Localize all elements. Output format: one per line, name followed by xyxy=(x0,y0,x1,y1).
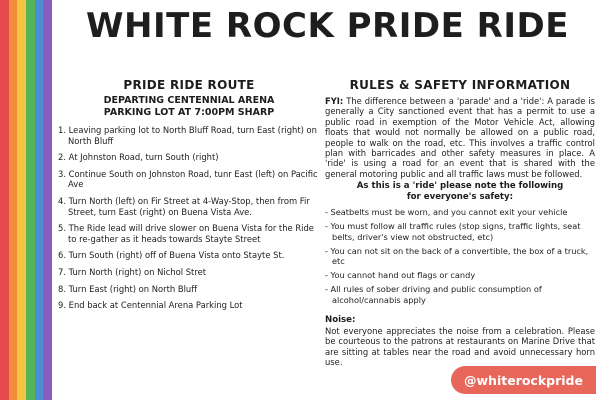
rules-section xyxy=(325,78,595,368)
route-subheading-line-1: DEPARTING CENTENNIAL ARENA xyxy=(103,95,275,106)
route-step: 7. Turn North (right) on Nichol Stret xyxy=(58,266,207,277)
route-step: 2. At Johnston Road, turn South (right) xyxy=(58,152,219,163)
stripe-yellow xyxy=(17,0,26,400)
stripe-green xyxy=(26,0,35,400)
stripe-orange xyxy=(9,0,18,400)
rules-note-line-1: As this is a 'ride' please note the following xyxy=(356,181,564,192)
rule-item: - You can not sit on the back of a convertible, the box of a truck, etc xyxy=(325,245,589,267)
route-step: 1. Leaving parking lot to North Bluff Road, turn East (right) on North Bluff xyxy=(58,125,317,146)
fyi-paragraph xyxy=(325,96,595,179)
rules-heading: RULES & SAFETY INFORMATION xyxy=(349,78,571,92)
page-title: WHITE ROCK PRIDE RIDE xyxy=(86,6,569,46)
route-step: 6. Turn South (right) off of Buena Vista onto Stayte St. xyxy=(58,250,285,261)
rules-list xyxy=(325,207,595,305)
rainbow-stripes xyxy=(0,0,52,400)
route-step: 4. Turn North (left) on Fir Street at 4-Way-Stop, then from Fir Street, turn East (right) on Buena Vista Ave. xyxy=(58,195,310,217)
noise-label: Noise: xyxy=(325,314,356,325)
social-handle-badge: @whiterockpride xyxy=(451,366,596,394)
fyi-label: FYI: xyxy=(325,96,344,106)
route-subheading xyxy=(58,95,320,119)
route-section xyxy=(58,78,320,317)
stripe-blue xyxy=(35,0,44,400)
noise-paragraph: Not everyone appreciates the noise from a celebration. Please be courteous to the patrons at restaurants on Marine Drive that are sitting at tables near the road and avoid unnecessary horn use. xyxy=(325,325,595,368)
rule-item: - You cannot hand out flags or candy xyxy=(325,270,476,281)
fyi-text: The difference between a 'parade' and a 'ride': A parade is generally a City sanctioned event that has a permit to use a public road in exemption of the Motor Vehicle Act, allowing floats that would not normally be allowed on a public road, people to walk on the road, etc. This involves a traffic control plan with barricades and other safety measures in place. A 'ride' is using a road for an event that is shared with the general motoring public and all traffic laws must be followed. xyxy=(325,96,595,179)
route-step: 8. Turn East (right) on North Bluff xyxy=(58,283,198,294)
stripe-red xyxy=(0,0,9,400)
route-steps xyxy=(58,125,320,311)
route-step: 5. The Ride lead will drive slower on Buena Vista for the Ride to re-gather as it heads towards Stayte Street xyxy=(58,223,314,244)
rules-note xyxy=(325,181,595,202)
rules-note-line-2: for everyone's safety: xyxy=(406,191,514,202)
route-heading: PRIDE RIDE ROUTE xyxy=(123,78,255,92)
rule-item: - You must follow all traffic rules (stop signs, traffic lights, seat belts, driver's view not obstructed, etc) xyxy=(325,221,581,242)
route-subheading-line-2: PARKING LOT AT 7:00PM SHARP xyxy=(103,107,275,118)
route-step: 9. End back at Centennial Arena Parking Lot xyxy=(58,300,243,311)
rule-item: - All rules of sober driving and public consumption of alcohol/cannabis apply xyxy=(325,284,542,305)
rule-item: - Seatbelts must be worn, and you cannot exit your vehicle xyxy=(325,207,568,218)
stripe-purple xyxy=(43,0,52,400)
route-step: 3. Continue South on Johnston Road, tunr East (left) on Pacific Ave xyxy=(58,168,318,190)
